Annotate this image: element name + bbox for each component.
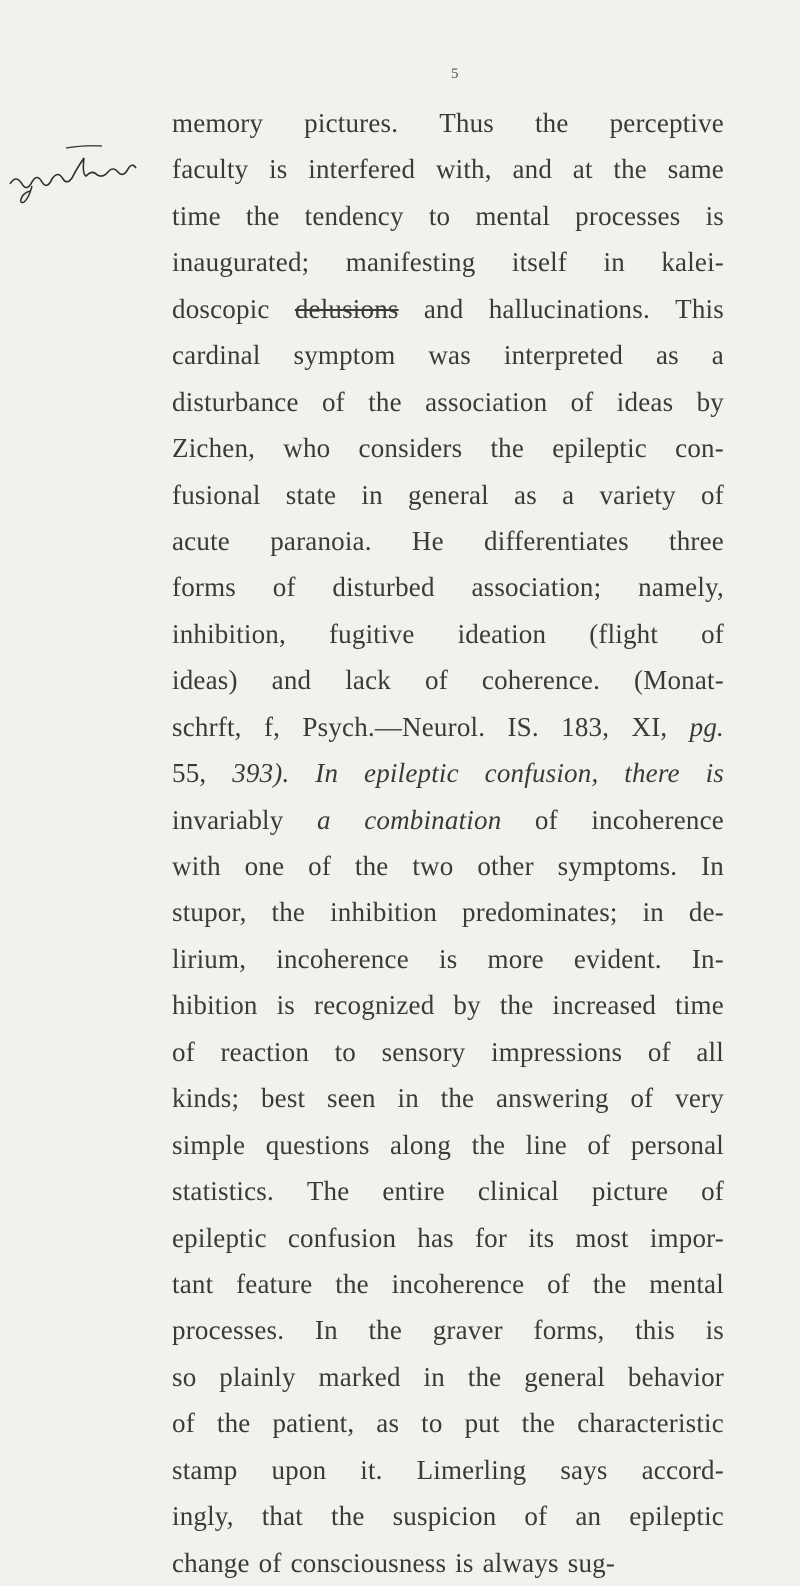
word: manifesting — [345, 247, 476, 278]
word: of — [258, 1547, 282, 1578]
word: state — [285, 479, 337, 510]
word: and — [271, 665, 312, 696]
word: reaction — [220, 1036, 310, 1067]
word: behavior — [627, 1361, 724, 1392]
word: clinical — [477, 1176, 559, 1207]
word: best — [260, 1083, 306, 1114]
text-line — [172, 1447, 724, 1493]
word: of — [701, 618, 724, 649]
word: inhibition, — [172, 618, 286, 649]
word: to — [334, 1036, 357, 1067]
word: inaugurated; — [172, 247, 310, 278]
word: recognized — [314, 990, 435, 1021]
word: predominates; — [462, 897, 618, 928]
word: by — [453, 990, 481, 1021]
word: the — [335, 1268, 369, 1299]
word: Psych.—Neurol. — [302, 711, 486, 742]
word: is — [269, 154, 288, 185]
word: characteristic — [577, 1408, 724, 1439]
text-line — [172, 1307, 724, 1353]
word: paranoia. — [270, 525, 372, 556]
word: so — [172, 1361, 197, 1392]
word: the — [521, 1408, 556, 1439]
word: is — [705, 200, 724, 231]
text-line — [172, 1122, 724, 1168]
word: has — [417, 1222, 454, 1253]
word: He — [411, 525, 444, 556]
word: cardinal — [172, 340, 261, 371]
word: one — [244, 851, 285, 881]
word: mental — [649, 1268, 724, 1299]
text-line — [172, 797, 724, 843]
word: plainly — [219, 1361, 296, 1392]
text-line — [172, 1168, 724, 1214]
handwriting-scribble-icon — [4, 144, 174, 206]
word: the — [331, 1501, 365, 1532]
word: of — [630, 1083, 654, 1114]
word: very — [675, 1083, 724, 1114]
word: processes. — [172, 1315, 285, 1346]
word: in — [642, 897, 664, 928]
word: the — [534, 108, 569, 138]
word: the — [368, 1315, 403, 1346]
word: simple — [172, 1129, 246, 1160]
text-line — [172, 193, 724, 239]
word: personal — [630, 1129, 724, 1160]
word: combination — [364, 804, 502, 835]
word: fusional — [172, 479, 261, 510]
word: same — [667, 154, 724, 185]
word: is — [705, 758, 724, 789]
word: at — [572, 154, 593, 185]
word: there — [624, 758, 680, 789]
word: of — [701, 479, 724, 510]
word: impor- — [649, 1222, 724, 1253]
word: in — [397, 1083, 419, 1114]
word: statistics. — [172, 1176, 274, 1207]
word: the — [354, 851, 389, 881]
word: forms, — [533, 1315, 605, 1346]
word: as — [514, 479, 537, 510]
word: seen — [326, 1083, 376, 1114]
word: of — [701, 1176, 724, 1207]
word: the — [245, 200, 280, 231]
word: of — [272, 572, 296, 603]
word: sensory — [381, 1036, 466, 1067]
word: 55, — [172, 758, 207, 789]
word: itself — [511, 247, 568, 278]
word: con- — [675, 433, 724, 464]
word: de- — [688, 897, 724, 928]
word: the — [490, 433, 525, 464]
word: coherence. — [481, 665, 601, 696]
word: the — [368, 386, 402, 417]
word: who — [283, 433, 331, 464]
page-number: 5 — [451, 66, 459, 82]
word: This — [675, 293, 724, 324]
word: confusion — [287, 1222, 397, 1253]
word: of — [524, 1501, 548, 1532]
word: epileptic — [172, 1222, 267, 1253]
word: questions — [265, 1129, 370, 1160]
word: change — [172, 1547, 250, 1578]
word: interfered — [308, 154, 416, 185]
word: ingly, — [172, 1501, 234, 1532]
word: IS. — [507, 711, 539, 742]
word: with, — [435, 154, 492, 185]
word: is — [705, 1315, 724, 1346]
word: suspicion — [392, 1501, 497, 1532]
word: pictures. — [304, 108, 399, 138]
word: ideas — [616, 386, 674, 417]
word: of — [425, 665, 448, 696]
word: differentiates — [484, 525, 629, 556]
word: increased — [552, 990, 657, 1021]
word: most — [575, 1222, 629, 1253]
word: symptom — [293, 340, 396, 371]
word: in — [361, 479, 383, 510]
word: f, — [263, 711, 281, 742]
word: in — [603, 247, 625, 278]
word: entire — [382, 1176, 445, 1207]
word: and — [512, 154, 553, 185]
word: by — [696, 386, 724, 417]
word: delusions — [294, 293, 399, 324]
word: accord- — [641, 1454, 724, 1485]
word: epileptic — [629, 1501, 724, 1532]
word: always — [482, 1547, 559, 1578]
text-line — [172, 704, 724, 750]
text-line — [172, 750, 724, 796]
word: fugitive — [328, 618, 415, 649]
text-line — [172, 1354, 724, 1400]
word: of — [308, 851, 332, 881]
word: tendency — [304, 200, 404, 231]
word: ideation — [457, 618, 547, 649]
word: 393). — [232, 758, 290, 789]
word: In — [701, 851, 724, 881]
word: tant — [172, 1268, 214, 1299]
word: acute — [172, 525, 230, 556]
word: of — [587, 1129, 611, 1160]
text-line — [172, 146, 724, 192]
text-line — [172, 1215, 724, 1261]
word: namely, — [638, 572, 724, 603]
word: XI, — [631, 711, 668, 742]
word: is — [276, 990, 296, 1021]
word: interpreted — [503, 340, 624, 371]
word: of — [172, 1408, 195, 1439]
word: schrft, — [172, 711, 242, 742]
word: put — [464, 1408, 500, 1439]
word: to — [428, 200, 451, 231]
word: ideas) — [172, 665, 238, 696]
word: says — [560, 1454, 608, 1485]
text-line — [172, 1540, 724, 1586]
word: evident. — [573, 943, 662, 974]
word: memory — [172, 108, 264, 138]
word: Zichen, — [172, 433, 256, 464]
word: 183, — [561, 711, 610, 742]
word: a — [562, 479, 575, 510]
word: to — [421, 1408, 443, 1439]
text-line — [172, 657, 724, 703]
word: consciousness — [290, 1547, 447, 1578]
word: three — [669, 525, 724, 556]
word: along — [390, 1129, 452, 1160]
word: the — [467, 1361, 502, 1392]
word: disturbance — [172, 386, 299, 417]
text-line — [172, 286, 724, 332]
text-line — [172, 564, 724, 610]
word: incoherence — [591, 804, 724, 835]
word: graver — [432, 1315, 503, 1346]
word: the — [216, 1408, 251, 1439]
word: association — [425, 386, 548, 417]
word: feature — [236, 1268, 313, 1299]
text-line — [172, 332, 724, 378]
word: pg. — [689, 711, 724, 742]
word: all — [696, 1036, 724, 1067]
word: an — [575, 1501, 602, 1532]
word: the — [613, 154, 647, 185]
word: perceptive — [609, 108, 724, 138]
word: its — [528, 1222, 555, 1253]
word: more — [487, 943, 544, 974]
word: in — [423, 1361, 445, 1392]
word: In- — [691, 943, 724, 974]
word: impressions — [491, 1036, 623, 1067]
text-line — [172, 1400, 724, 1446]
word: epileptic — [552, 433, 647, 464]
word: of — [647, 1036, 671, 1067]
word: association; — [471, 572, 602, 603]
word: of — [534, 804, 558, 835]
word: disturbed — [332, 572, 435, 603]
word: general — [524, 1361, 606, 1392]
word: In — [315, 758, 339, 789]
word: inhibition — [330, 897, 438, 928]
text-line — [172, 982, 724, 1028]
handwritten-annotation — [4, 144, 174, 206]
word: two — [412, 851, 454, 881]
word: picture — [591, 1176, 669, 1207]
word: processes — [575, 200, 681, 231]
text-block — [172, 100, 724, 1586]
word: a — [316, 804, 331, 835]
word: marked — [318, 1361, 401, 1392]
word: kinds; — [172, 1083, 240, 1114]
word: Thus — [439, 108, 494, 138]
word: with — [172, 851, 221, 881]
word: considers — [358, 433, 463, 464]
word: forms — [172, 572, 236, 603]
word: of — [321, 386, 345, 417]
text-line — [172, 843, 724, 889]
text-line — [172, 1029, 724, 1075]
text-line — [172, 472, 724, 518]
word: as — [376, 1408, 400, 1439]
word: is — [439, 943, 458, 974]
text-line — [172, 1075, 724, 1121]
text-line — [172, 100, 724, 146]
word: is — [455, 1547, 474, 1578]
text-line — [172, 1261, 724, 1307]
word: for — [474, 1222, 508, 1253]
word: stamp — [172, 1454, 238, 1485]
word: faculty — [172, 154, 249, 185]
text-line — [172, 239, 724, 285]
word: the — [440, 1083, 475, 1114]
text-line — [172, 611, 724, 657]
word: lack — [345, 665, 392, 696]
word: line — [525, 1129, 567, 1160]
word: answering — [495, 1083, 609, 1114]
word: hallucinations. — [488, 293, 650, 324]
word: invariably — [172, 804, 284, 835]
text-line — [172, 425, 724, 471]
word: the — [471, 1129, 506, 1160]
word: incoherence — [276, 943, 409, 974]
word: The — [306, 1176, 350, 1207]
word: patient, — [272, 1408, 355, 1439]
word: Limerling — [416, 1454, 527, 1485]
text-line — [172, 1493, 724, 1539]
word: lirium, — [172, 943, 247, 974]
word: confusion, — [484, 758, 599, 789]
word: incoherence — [391, 1268, 525, 1299]
word: as — [655, 340, 679, 371]
word: this — [635, 1315, 675, 1346]
word: the — [499, 990, 534, 1021]
text-line — [172, 518, 724, 564]
word: and — [423, 293, 464, 324]
word: doscopic — [172, 293, 270, 324]
word: of — [570, 386, 594, 417]
word: was — [428, 340, 471, 371]
word: sug- — [567, 1547, 616, 1578]
word: that — [261, 1501, 303, 1532]
word: of — [547, 1268, 571, 1299]
word: (flight — [589, 618, 659, 649]
text-line — [172, 936, 724, 982]
word: time — [172, 200, 221, 231]
word: hibition — [172, 990, 258, 1021]
word: In — [314, 1315, 338, 1346]
word: upon — [271, 1454, 327, 1485]
word: the — [271, 897, 306, 928]
word: mental — [475, 200, 551, 231]
text-line — [172, 379, 724, 425]
word: other — [477, 851, 534, 881]
word: (Monat- — [634, 665, 724, 696]
word: general — [408, 479, 489, 510]
text-line — [172, 889, 724, 935]
word: epileptic — [364, 758, 459, 789]
word: time — [675, 990, 724, 1021]
word: of — [172, 1036, 195, 1067]
word: variety — [599, 479, 676, 510]
word: kalei- — [661, 247, 724, 278]
word: it. — [360, 1454, 383, 1485]
word: stupor, — [172, 897, 247, 928]
word: the — [592, 1268, 627, 1299]
word: symptoms. — [557, 851, 678, 881]
word: a — [711, 340, 724, 371]
